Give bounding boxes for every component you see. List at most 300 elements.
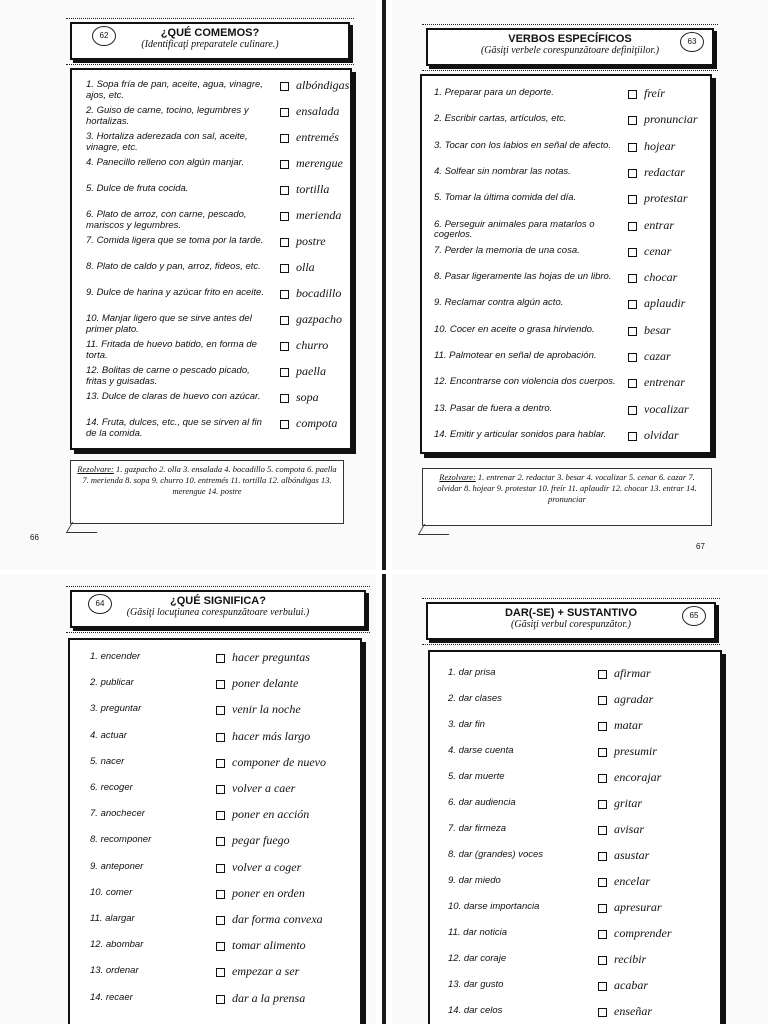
answer-checkbox[interactable] xyxy=(598,696,607,705)
item-number: 7. xyxy=(434,244,445,256)
list-item xyxy=(422,322,710,351)
list-item xyxy=(72,184,350,210)
item-number: 2. xyxy=(448,693,459,704)
answer-checkbox[interactable] xyxy=(280,420,289,429)
item-definition xyxy=(86,184,272,195)
item-definition xyxy=(448,850,588,861)
list-item xyxy=(422,114,710,140)
answer-checkbox[interactable] xyxy=(598,670,607,679)
exercise-64-header xyxy=(70,590,366,628)
list-item xyxy=(430,720,720,746)
list-item xyxy=(72,80,350,106)
item-definition xyxy=(86,288,272,299)
item-definition xyxy=(448,668,588,679)
answer-option: avisar xyxy=(614,822,644,836)
item-text: preguntar xyxy=(100,703,142,715)
answer-checkbox[interactable] xyxy=(628,222,637,231)
answer-option: gazpacho xyxy=(296,312,342,326)
answer-checkbox[interactable] xyxy=(216,864,225,873)
list-item xyxy=(70,728,360,757)
answer-checkbox[interactable] xyxy=(280,82,289,91)
item-text: anteponer xyxy=(100,860,144,872)
item-definition xyxy=(448,746,588,757)
item-text: dar noticia xyxy=(463,927,507,938)
item-number: 11. xyxy=(86,339,102,350)
answer-option: pegar fuego xyxy=(232,833,290,848)
list-item xyxy=(70,966,360,992)
item-definition xyxy=(448,720,588,731)
list-item xyxy=(430,876,720,902)
item-number: 5. xyxy=(434,192,445,204)
list-item xyxy=(72,262,350,288)
item-text: Solfear sin nombrar las notas. xyxy=(444,165,571,177)
item-text: Encontrarse con violencia dos cuerpos. xyxy=(449,376,616,388)
exercise-65-subtitle: (Găsiţi verbul corespunzător.) xyxy=(511,619,631,630)
answer-option: paella xyxy=(296,364,326,378)
item-text: Fritada de huevo batido, en forma de torta. xyxy=(86,339,257,361)
item-definition xyxy=(434,377,620,388)
item-definition xyxy=(434,351,620,362)
answer-checkbox[interactable] xyxy=(216,968,225,977)
answer-checkbox[interactable] xyxy=(280,108,289,117)
book-spine xyxy=(376,0,392,1024)
exercise-62-subtitle: (Identificaţi preparatele culinare.) xyxy=(141,39,279,50)
answer-checkbox[interactable] xyxy=(628,274,637,283)
list-item xyxy=(72,392,350,418)
item-text: Reclamar contra algún acto. xyxy=(444,297,564,309)
item-definition xyxy=(90,704,210,715)
item-definition xyxy=(448,798,588,809)
page-66 xyxy=(0,0,376,570)
item-definition xyxy=(90,888,210,899)
answer-option: hojear xyxy=(644,138,676,153)
answer-option: merengue xyxy=(296,156,343,170)
item-text: Guiso de carne, tocino, legumbres y hortalizas. xyxy=(86,105,249,127)
exercise-63-title: VERBOS ESPECÍFICOS xyxy=(508,33,632,45)
item-text: Plato de arroz, con carne, pescado, mariscos y legumbres. xyxy=(86,209,247,231)
item-definition xyxy=(434,114,620,125)
item-number: 5. xyxy=(448,771,459,782)
answer-checkbox[interactable] xyxy=(628,353,637,362)
item-number: 8. xyxy=(434,271,445,283)
list-item xyxy=(430,824,720,850)
list-item xyxy=(70,704,360,730)
item-definition xyxy=(86,262,272,273)
answer-checkbox[interactable] xyxy=(216,654,225,663)
answer-option: sopa xyxy=(296,390,319,404)
item-number: 9. xyxy=(86,287,97,298)
answer-option: dar forma convexa xyxy=(232,912,323,926)
answer-checkbox[interactable] xyxy=(280,342,289,351)
item-number: 3. xyxy=(448,719,459,730)
item-text: dar coraje xyxy=(463,953,507,964)
exercise-65-header xyxy=(426,602,716,640)
item-text: dar audiencia xyxy=(458,797,516,808)
item-definition xyxy=(434,404,620,415)
list-item xyxy=(70,783,360,809)
answer-option: enseñar xyxy=(614,1004,652,1018)
answer-checkbox[interactable] xyxy=(628,116,637,125)
list-item xyxy=(430,772,720,798)
answer-checkbox[interactable] xyxy=(216,942,225,951)
answer-option: compota xyxy=(296,416,338,430)
exercise-62-list xyxy=(70,68,352,450)
item-definition xyxy=(434,167,620,178)
item-definition xyxy=(90,678,210,689)
answer-option: chocar xyxy=(644,270,678,285)
item-text: dar miedo xyxy=(458,875,501,886)
item-number: 11. xyxy=(434,350,450,361)
list-item xyxy=(430,668,720,694)
item-number: 14. xyxy=(448,1005,464,1016)
answer-option: encelar xyxy=(614,874,650,888)
item-text: Pasar de fuera a dentro. xyxy=(449,402,553,414)
item-definition xyxy=(86,340,272,361)
list-item xyxy=(422,298,710,324)
resolution-label: Rezolvare: xyxy=(77,464,114,474)
list-item xyxy=(72,340,350,366)
answer-option: entrenar xyxy=(644,375,685,390)
item-definition xyxy=(90,783,210,794)
answer-checkbox[interactable] xyxy=(280,394,289,403)
item-number: 10. xyxy=(448,901,464,912)
item-number: 13. xyxy=(86,391,102,402)
item-number: 14. xyxy=(434,428,450,440)
item-definition xyxy=(434,298,620,309)
exercise-62-resolution xyxy=(70,460,344,524)
list-item xyxy=(72,106,350,132)
answer-option: poner delante xyxy=(232,676,299,691)
answer-option: recibir xyxy=(614,952,647,966)
item-number: 7. xyxy=(90,808,101,820)
item-definition xyxy=(90,757,210,768)
item-text: comer xyxy=(105,886,133,898)
answer-checkbox[interactable] xyxy=(598,1008,607,1017)
answer-option: cenar xyxy=(644,243,672,258)
item-definition xyxy=(86,366,272,387)
item-definition xyxy=(86,106,272,127)
item-text: dar firmeza xyxy=(458,823,507,834)
answer-option: protestar xyxy=(644,191,688,206)
item-definition xyxy=(434,141,620,152)
answer-option: volver a caer xyxy=(232,781,296,795)
exercise-64-title: ¿QUÉ SIGNIFICA? xyxy=(170,595,266,607)
item-definition xyxy=(434,220,620,241)
answer-checkbox[interactable] xyxy=(598,982,607,991)
item-number: 14. xyxy=(90,991,106,1003)
item-definition xyxy=(86,158,272,169)
answer-checkbox[interactable] xyxy=(598,852,607,861)
answer-checkbox[interactable] xyxy=(280,316,289,325)
list-item xyxy=(422,164,710,193)
answer-checkbox[interactable] xyxy=(598,748,607,757)
page-number: 66 xyxy=(30,533,39,542)
answer-option: dar a la prensa xyxy=(232,990,306,1005)
item-definition xyxy=(448,772,588,783)
answer-option: hacer más largo xyxy=(232,728,311,743)
exercise-64-subtitle: (Găsiţi locuţiunea corespunzătoare verbului.) xyxy=(126,607,310,618)
item-text: recomponer xyxy=(100,834,152,846)
answer-checkbox[interactable] xyxy=(216,916,225,925)
exercise-64-badge: 64 xyxy=(88,594,112,614)
item-text: encender xyxy=(100,651,141,662)
answer-option: entremés xyxy=(296,130,339,144)
item-number: 13. xyxy=(448,979,464,990)
exercise-63-subtitle: (Găsiţi verbele corespunzătoare definiţiilor.) xyxy=(480,45,660,56)
answer-option: asustar xyxy=(614,848,650,862)
answer-checkbox[interactable] xyxy=(628,143,637,152)
answer-option: redactar xyxy=(644,164,685,179)
answer-checkbox[interactable] xyxy=(216,890,225,899)
answer-checkbox[interactable] xyxy=(628,406,637,415)
item-number: 7. xyxy=(448,823,459,834)
answer-checkbox[interactable] xyxy=(628,327,637,336)
item-definition xyxy=(90,993,210,1004)
item-definition xyxy=(86,210,272,231)
list-item xyxy=(72,314,350,340)
answer-checkbox[interactable] xyxy=(216,759,225,768)
answer-option: besar xyxy=(644,322,671,337)
answer-option: albóndigas xyxy=(296,78,350,92)
answer-checkbox[interactable] xyxy=(628,195,637,204)
answer-option: componer de nuevo xyxy=(232,754,326,769)
item-number: 4. xyxy=(86,157,97,168)
answer-option: agradar xyxy=(614,692,654,706)
answer-option: churro xyxy=(296,338,329,352)
answer-checkbox[interactable] xyxy=(598,904,607,913)
item-definition xyxy=(90,862,210,873)
item-number: 13. xyxy=(90,965,106,977)
list-item xyxy=(72,236,350,262)
list-item xyxy=(70,809,360,835)
list-item xyxy=(422,351,710,377)
resolution-text: 1. gazpacho 2. olla 3. ensalada 4. bocadillo 5. compota 6. paella 7. merienda 8. sopa 9. churro 10. entremés 11. tortilla 12. albóndigas 13. merengue 14. postre xyxy=(82,464,337,496)
answer-checkbox[interactable] xyxy=(280,290,289,299)
item-number: 3. xyxy=(90,703,101,715)
page-69 xyxy=(392,574,768,1024)
item-text: Cocer en aceite o grasa hirviendo. xyxy=(449,323,595,335)
item-text: anochecer xyxy=(100,808,145,820)
list-item xyxy=(430,954,720,980)
exercise-62-badge: 62 xyxy=(92,26,116,46)
answer-checkbox[interactable] xyxy=(216,837,225,846)
answer-option: comprender xyxy=(614,926,672,940)
item-text: dar clases xyxy=(458,693,502,704)
item-definition xyxy=(448,1006,588,1017)
resolution-text: 1. entrenar 2. redactar 3. besar 4. vocalizar 5. cenar 6. cazar 7. olvidar 8. hojear 9. protestar 10. freír 11. aplaudir 12. chocar 13. entrar 14. pronunciar xyxy=(437,472,697,504)
list-item xyxy=(430,1006,720,1024)
answer-checkbox[interactable] xyxy=(216,811,225,820)
item-text: alargar xyxy=(105,913,135,924)
answer-option: encorajar xyxy=(614,770,662,784)
list-item xyxy=(422,193,710,219)
item-number: 1. xyxy=(90,651,101,662)
resolution-label: Rezolvare: xyxy=(439,472,476,482)
answer-checkbox[interactable] xyxy=(628,248,637,257)
answer-checkbox[interactable] xyxy=(598,930,607,939)
item-definition xyxy=(434,193,620,204)
item-number: 10. xyxy=(434,323,450,335)
answer-checkbox[interactable] xyxy=(628,90,637,99)
item-number: 2. xyxy=(86,105,97,116)
answer-checkbox[interactable] xyxy=(280,186,289,195)
item-number: 3. xyxy=(86,131,97,142)
item-text: Tomar la última comida del día. xyxy=(444,192,577,204)
list-item xyxy=(422,138,710,167)
item-text: dar fin xyxy=(458,719,485,730)
list-item xyxy=(422,377,710,403)
answer-checkbox[interactable] xyxy=(628,432,637,441)
answer-checkbox[interactable] xyxy=(598,826,607,835)
item-number: 4. xyxy=(448,745,459,756)
answer-checkbox[interactable] xyxy=(280,238,289,247)
list-item xyxy=(72,132,350,158)
exercise-65-badge: 65 xyxy=(682,606,706,626)
item-definition xyxy=(448,928,588,939)
item-definition xyxy=(86,392,272,403)
answer-checkbox[interactable] xyxy=(280,212,289,221)
answer-checkbox[interactable] xyxy=(598,956,607,965)
item-number: 12. xyxy=(90,939,106,951)
item-text: Preparar para un deporte. xyxy=(444,87,554,98)
list-item xyxy=(422,217,710,246)
answer-option: olla xyxy=(296,260,315,274)
exercise-62-header xyxy=(70,22,350,60)
item-definition xyxy=(448,954,588,965)
answer-checkbox[interactable] xyxy=(216,706,225,715)
answer-checkbox[interactable] xyxy=(216,733,225,742)
item-number: 1. xyxy=(448,667,459,678)
answer-checkbox[interactable] xyxy=(280,264,289,273)
answer-checkbox[interactable] xyxy=(628,169,637,178)
list-item xyxy=(70,678,360,704)
item-text: Panecillo relleno con algún manjar. xyxy=(96,157,245,168)
page-67 xyxy=(392,0,768,570)
item-number: 8. xyxy=(448,849,459,860)
exercise-65-title: DAR(-SE) + SUSTANTIVO xyxy=(504,607,638,619)
item-definition xyxy=(90,966,210,977)
item-number: 12. xyxy=(448,953,464,964)
answer-option: freír xyxy=(644,86,665,100)
list-item xyxy=(430,902,720,928)
exercise-63-header xyxy=(426,28,714,66)
item-number: 10. xyxy=(90,886,106,898)
item-definition xyxy=(90,940,210,951)
answer-checkbox[interactable] xyxy=(216,680,225,689)
answer-option: tortilla xyxy=(296,182,330,196)
item-number: 4. xyxy=(434,165,445,177)
item-text: darse importancia xyxy=(463,901,540,912)
list-item xyxy=(72,288,350,314)
exercise-64-list xyxy=(68,638,362,1024)
exercise-63-badge: 63 xyxy=(680,32,704,52)
item-number: 13. xyxy=(434,402,450,414)
list-item xyxy=(430,798,720,824)
page-68 xyxy=(0,574,376,1024)
item-definition xyxy=(434,246,620,257)
item-definition xyxy=(434,325,620,336)
item-definition xyxy=(434,272,620,283)
item-definition xyxy=(448,824,588,835)
item-number: 12. xyxy=(86,365,102,376)
answer-option: matar xyxy=(614,718,643,732)
item-number: 2. xyxy=(434,113,445,125)
item-definition xyxy=(86,132,272,153)
item-text: Perseguir animales para matarlos o cogerlos. xyxy=(434,218,595,240)
exercise-63-list xyxy=(420,74,712,454)
answer-checkbox[interactable] xyxy=(598,878,607,887)
answer-option: merienda xyxy=(296,208,342,222)
item-text: recoger xyxy=(100,782,133,793)
answer-option: cazar xyxy=(644,349,671,363)
answer-checkbox[interactable] xyxy=(216,785,225,794)
list-item xyxy=(430,694,720,720)
item-definition xyxy=(90,835,210,846)
item-text: Escribir cartas, artículos, etc. xyxy=(444,113,567,125)
answer-option: poner en acción xyxy=(232,807,310,822)
item-number: 1. xyxy=(434,87,445,98)
answer-checkbox[interactable] xyxy=(280,160,289,169)
item-definition xyxy=(86,80,272,101)
item-number: 8. xyxy=(86,261,97,272)
page-number: 67 xyxy=(696,542,705,551)
list-item xyxy=(72,210,350,236)
item-text: publicar xyxy=(100,677,134,689)
list-item xyxy=(70,754,360,783)
answer-checkbox[interactable] xyxy=(598,800,607,809)
item-number: 14. xyxy=(86,417,102,428)
item-number: 6. xyxy=(434,218,445,230)
item-text: Bolitas de carne o pescado picado, fritas y guisadas. xyxy=(86,365,250,387)
item-text: dar (grandes) voces xyxy=(458,849,544,860)
answer-checkbox[interactable] xyxy=(280,134,289,143)
answer-checkbox[interactable] xyxy=(628,300,637,309)
answer-checkbox[interactable] xyxy=(598,774,607,783)
answer-checkbox[interactable] xyxy=(628,379,637,388)
list-item xyxy=(422,272,710,298)
answer-option: afirmar xyxy=(614,666,651,680)
exercise-62-title: ¿QUÉ COMEMOS? xyxy=(160,27,260,39)
item-definition xyxy=(448,876,588,887)
item-text: Emitir y articular sonidos para hablar. xyxy=(449,428,607,440)
item-text: Comida ligera que se toma por la tarde. xyxy=(96,235,264,246)
item-number: 9. xyxy=(434,297,445,309)
item-number: 4. xyxy=(90,729,101,741)
answer-checkbox[interactable] xyxy=(598,722,607,731)
item-number: 6. xyxy=(448,797,459,808)
list-item xyxy=(422,88,710,114)
answer-option: apresurar xyxy=(614,900,662,914)
item-number: 2. xyxy=(90,677,101,689)
list-item xyxy=(70,940,360,966)
list-item xyxy=(430,746,720,772)
item-number: 1. xyxy=(86,79,97,90)
item-definition xyxy=(90,914,210,925)
answer-option: pronunciar xyxy=(644,112,698,127)
item-number: 5. xyxy=(90,755,101,767)
list-item xyxy=(430,850,720,876)
item-text: dar celos xyxy=(463,1005,503,1016)
answer-option: poner en orden xyxy=(232,885,305,900)
answer-checkbox[interactable] xyxy=(216,995,225,1004)
answer-checkbox[interactable] xyxy=(280,368,289,377)
exercise-65-list xyxy=(428,650,722,1024)
item-definition xyxy=(434,88,620,99)
item-text: Perder la memoria de una cosa. xyxy=(444,244,580,256)
item-text: Manjar ligero que se sirve antes del primer plato. xyxy=(86,313,252,335)
item-text: darse cuenta xyxy=(458,745,514,756)
answer-option: entrar xyxy=(644,217,674,232)
